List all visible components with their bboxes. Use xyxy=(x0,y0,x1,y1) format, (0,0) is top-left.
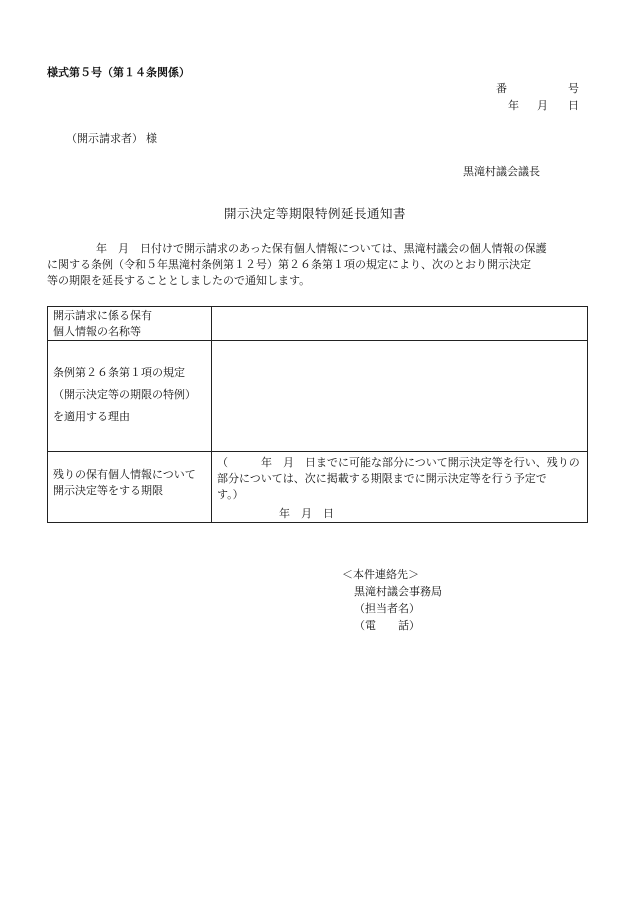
notice-body-line: 等の期限を延長することとしましたので通知します。 xyxy=(47,274,311,287)
row-label-line: を適用する理由 xyxy=(53,410,130,423)
contact-person: （担当者名） xyxy=(354,602,420,615)
date-day-label: 日 xyxy=(568,99,579,112)
row-label-reason xyxy=(48,341,212,452)
contact-phone: （電 話） xyxy=(354,619,420,632)
table-row xyxy=(48,307,588,341)
date-year-label: 年 xyxy=(508,99,519,112)
notice-table xyxy=(47,306,588,523)
contact-office: 黒滝村議会事務局 xyxy=(354,585,442,598)
row-label-line: 残りの保有個人情報について xyxy=(53,468,196,481)
row-label-deadline xyxy=(48,452,212,523)
row-value-line: す。） xyxy=(217,488,244,501)
row-value-line: 部分については、次に掲載する期限までに開示決定等を行う予定で xyxy=(217,472,547,485)
row-value-info-name[interactable] xyxy=(212,307,588,341)
row-value-deadline[interactable] xyxy=(212,452,588,523)
row-label-info-name xyxy=(48,307,212,341)
table-row xyxy=(48,341,588,452)
requester-honorific: 様 xyxy=(146,132,157,145)
row-value-line: （ 年 月 日までに可能な部分について開示決定等を行い、残りの xyxy=(217,456,580,469)
document-number-suffix: 号 xyxy=(568,82,579,95)
row-value-reason[interactable] xyxy=(212,341,588,452)
document-title: 開示決定等期限特例延長通知書 xyxy=(223,206,406,221)
form-number: 様式第５号（第１４条関係） xyxy=(47,66,190,79)
row-label-line: 開示請求に係る保有 xyxy=(53,309,152,322)
contact-block xyxy=(342,566,442,634)
row-label-line: （開示決定等の期限の特例） xyxy=(53,388,196,401)
date-month-label: 月 xyxy=(537,99,548,112)
document-number-label: 番 xyxy=(496,82,507,95)
notice-body xyxy=(47,241,589,289)
issuer-name: 黒滝村議会議長 xyxy=(463,165,540,178)
table-row xyxy=(48,452,588,523)
notice-body-line: に関する条例（令和５年黒滝村条例第１２号）第２６条第１項の規定により、次のとおり開示決定 xyxy=(47,258,531,271)
row-label-line: 条例第２６条第１項の規定 xyxy=(53,366,185,379)
contact-heading: ＜本件連絡先＞ xyxy=(342,568,419,581)
row-label-line: 開示決定等をする期限 xyxy=(53,484,163,497)
notice-body-line: 年 月 日付けで開示請求のあった保有個人情報については、黒滝村議会の個人情報の保護 xyxy=(96,242,547,255)
deadline-date: 年 月 日 xyxy=(279,507,334,520)
requester-label: （開示請求者） xyxy=(66,132,143,145)
row-label-line: 個人情報の名称等 xyxy=(53,325,141,338)
